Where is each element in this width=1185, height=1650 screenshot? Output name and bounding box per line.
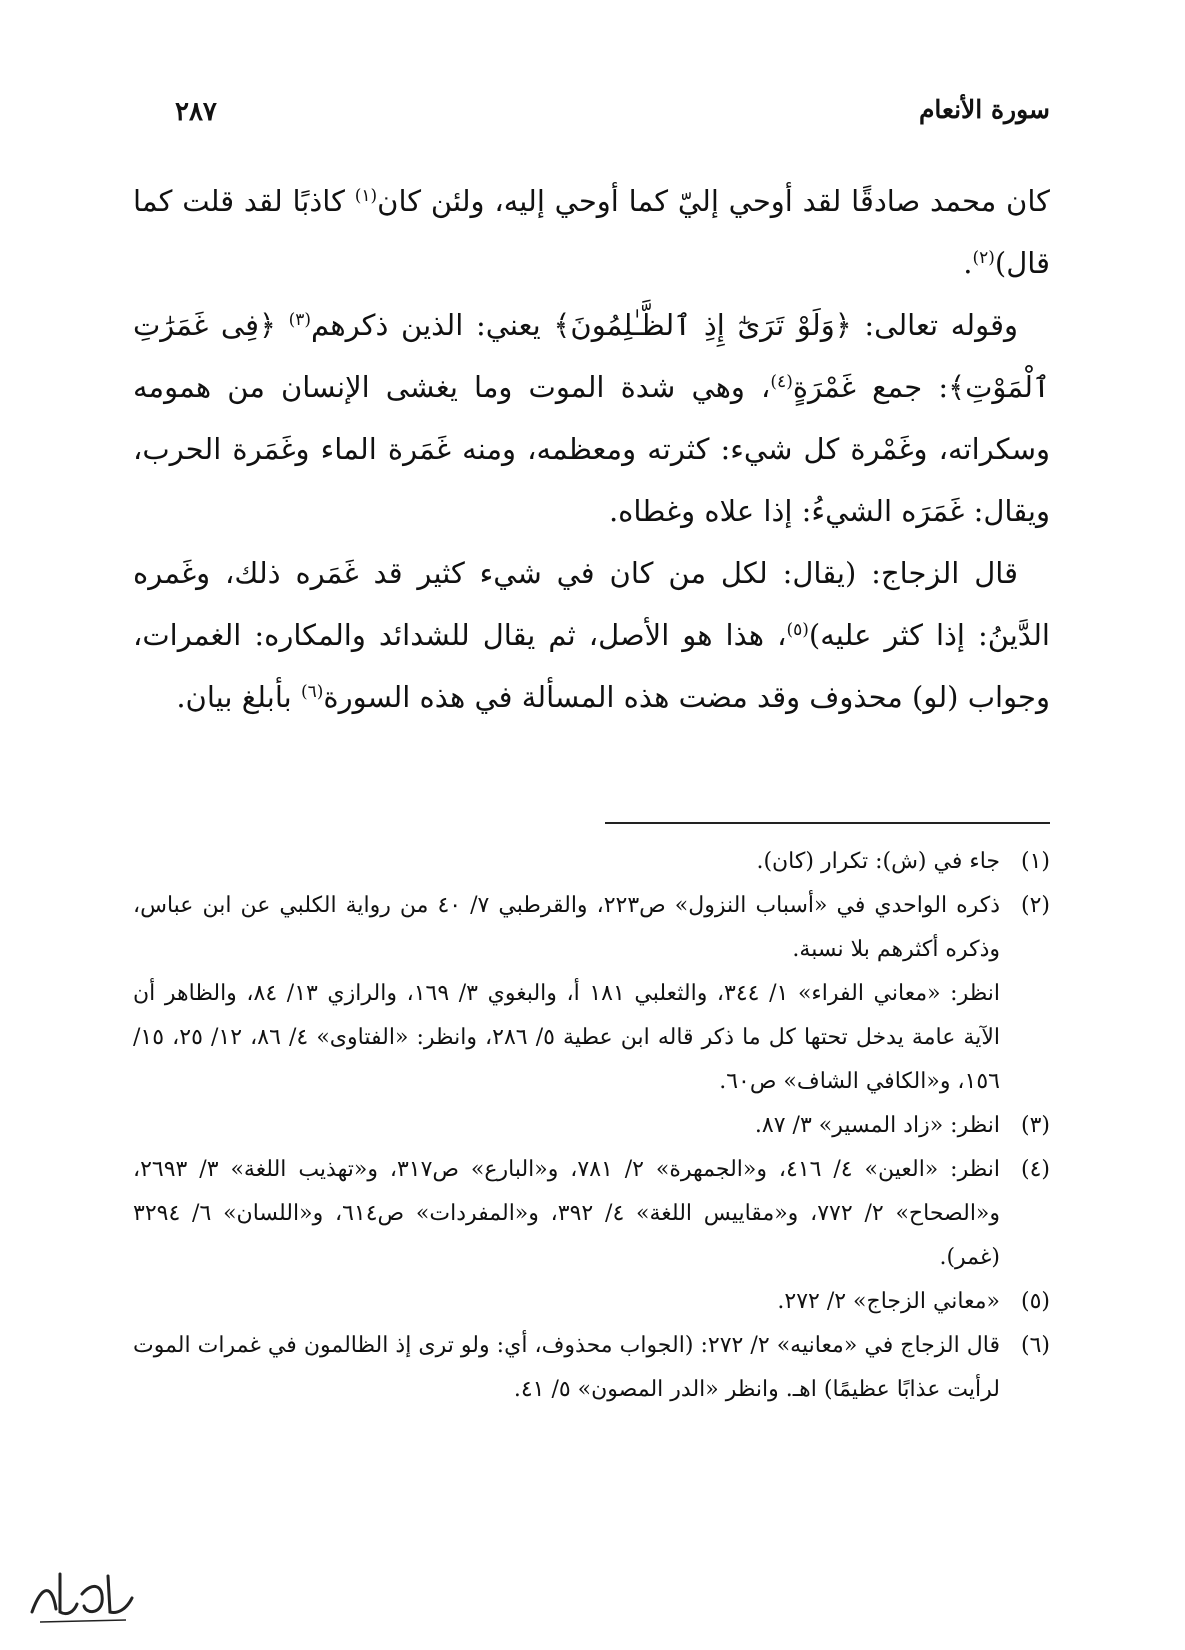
footnote-text: قال الزجاج في «معانيه» ٢/ ٢٧٢: (الجواب محذوف، أي: ولو ترى إذ الظالمون في غمرات الموت لرأيت عذابًا عظيمًا) اهـ. وانظر «الدر المصون» ٥/ ٤١. — [133, 1333, 1001, 1402]
publisher-logo — [22, 1554, 142, 1634]
footnote-divider — [605, 822, 1050, 824]
footnotes — [133, 840, 1050, 1412]
page-number: ٢٨٧ — [175, 97, 217, 127]
paragraph-3 — [133, 542, 1050, 728]
text-run: كان محمد صادقًا لقد أوحي إليّ كما أوحي إليه، ولئن كان — [377, 184, 1050, 218]
footnote-text: انظر: «زاد المسير» ٣/ ٨٧. — [754, 1113, 1000, 1138]
logo-underline — [40, 1620, 126, 1622]
footnote-ref[interactable]: (٢) — [972, 248, 995, 268]
text-run: كاذبًا لقد قلت كما قال) — [133, 184, 1050, 280]
text-run: قال الزجاج: (يقال: لكل من كان في شيء كثير قد غَمَره ذلك، وغَمره الدَّينُ: إذا كثر عليه) — [133, 556, 1050, 652]
footnote-ref[interactable]: (٣) — [288, 310, 312, 330]
footnote-6 — [133, 1324, 1050, 1412]
text-run: : جمع غَمْرَةٍ — [792, 370, 949, 404]
footnote-number: (٦) — [1020, 1333, 1050, 1358]
footnote-number: (٣) — [1020, 1113, 1050, 1138]
footnote-number: (٢) — [1020, 893, 1050, 918]
footnote-1 — [133, 840, 1050, 884]
footnote-text: «معاني الزجاج» ٢/ ٢٧٢. — [777, 1289, 1000, 1314]
text-run: وقوله تعالى: — [851, 308, 1018, 342]
footnote-ref[interactable]: (١) — [354, 186, 378, 206]
footnote-3 — [133, 1104, 1050, 1148]
paragraph-2 — [133, 294, 1050, 542]
footnote-4 — [133, 1148, 1050, 1280]
text-run: . — [963, 246, 973, 280]
footnote-number: (١) — [1020, 849, 1050, 874]
footnote-ref[interactable]: (٥) — [786, 620, 809, 640]
quran-verse: ﴿وَلَوْ تَرَىٰٓ إِذِ ٱلظَّـٰلِمُونَ﴾ — [553, 308, 852, 342]
footnote-5 — [133, 1280, 1050, 1324]
footnote-text: انظر: «معاني الفراء» ١/ ٣٤٤، والثعلبي ١٨١ أ، والبغوي ٣/ ١٦٩، والرازي ١٣/ ٨٤، والظاهر أن الآية عامة يدخل تحتها كل ما ذكر قاله ابن عطية ٥/ ٢٨٦، وانظر: «الفتاوى» ٤/ ٨٦، ١٢/ ٢٥، ١٥/ ١٥٦، و«الكافي الشاف» ص٦٠. — [133, 981, 1001, 1094]
quran-verse: ﴿فِى غَمَرَٰتِ ٱلْمَوْتِ﴾ — [133, 308, 1050, 404]
text-run — [276, 308, 289, 342]
footnote-ref[interactable]: (٦) — [300, 682, 324, 702]
footnote-ref[interactable]: (٤) — [770, 372, 793, 392]
text-run: ، هذا هو الأصل، ثم يقال للشدائد والمكاره: الغمرات، وجواب (لو) محذوف وقد مضت هذه المسألة في هذه السورة — [133, 618, 1050, 714]
footnote-2 — [133, 884, 1050, 1104]
text-run: يعني: الذين ذكرهم — [311, 308, 554, 342]
main-text — [133, 170, 1050, 728]
footnote-text: ذكره الواحدي في «أسباب النزول» ص٢٢٣، والقرطبي ٧/ ٤٠ من رواية الكلبي عن ابن عباس، وذكره أكثرهم بلا نسبة. — [133, 893, 1001, 962]
sura-title: سورة الأنعام — [918, 95, 1050, 124]
footnote-number: (٤) — [1020, 1157, 1050, 1182]
footnote-text: جاء في (ش): تكرار (كان). — [756, 849, 1000, 874]
footnote-text: انظر: «العين» ٤/ ٤١٦، و«الجمهرة» ٢/ ٧٨١، و«البارع» ص٣١٧، و«تهذيب اللغة» ٣/ ٢٦٩٣، و«الصحاح» ٢/ ٧٧٢، و«مقاييس اللغة» ٤/ ٣٩٢، و«المفردات» ص٦١٤، و«اللسان» ٦/ ٣٢٩٤ (غمر). — [133, 1157, 1001, 1270]
text-run: ، وهي شدة الموت وما يغشى الإنسان من همومه وسكراته، وغَمْرة كل شيء: كثرته ومعظمه، ومنه غَمَرة الماء وغَمَرة الحرب، ويقال: غَمَرَه الشيءُ: إذا علاه وغطاه. — [133, 370, 1050, 528]
text-run: بأبلغ بيان. — [176, 680, 301, 714]
paragraph-1 — [133, 170, 1050, 294]
logo-stroke — [32, 1574, 132, 1614]
running-head — [135, 95, 1050, 135]
footnote-number: (٥) — [1020, 1289, 1050, 1314]
